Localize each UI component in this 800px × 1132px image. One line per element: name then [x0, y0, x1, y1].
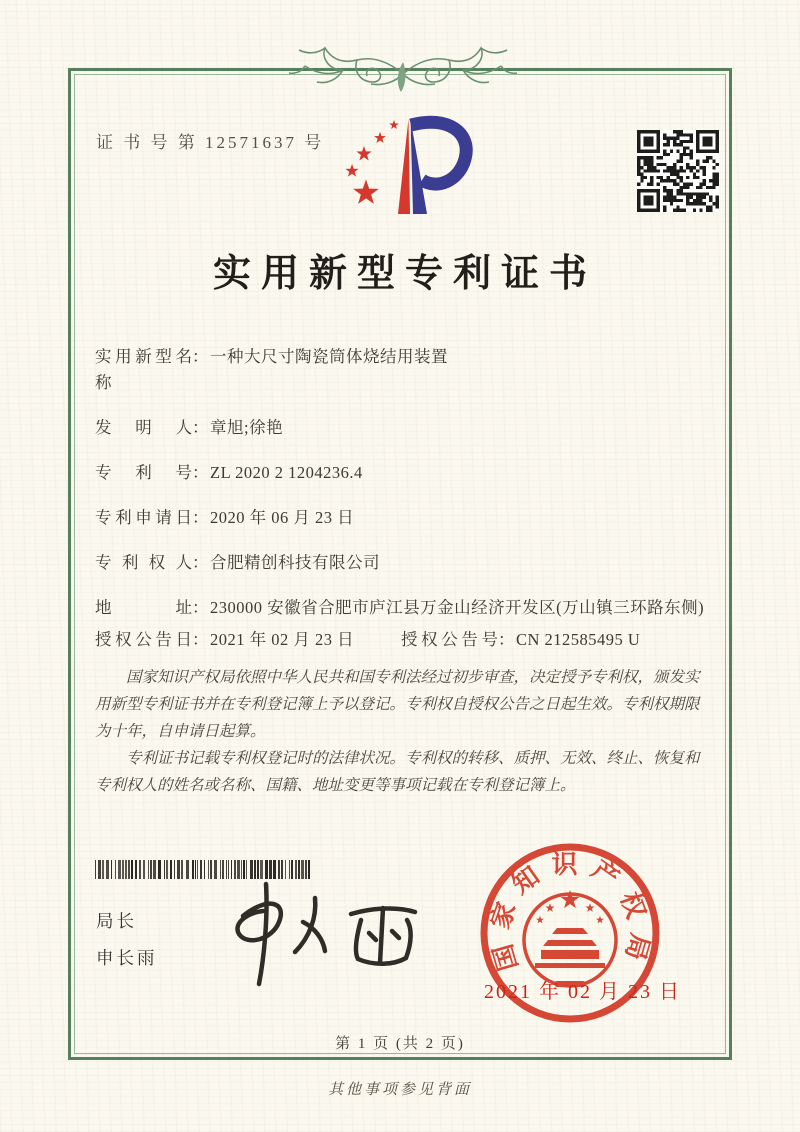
field-label: 发明人	[95, 418, 192, 437]
seal-text: 国家知识产权局	[485, 849, 655, 974]
field-label: 授权公告日	[95, 630, 192, 649]
field-list	[95, 344, 713, 672]
seal-date: 2021 年 02 月 23 日	[484, 981, 681, 1003]
field-label: 专利申请日	[95, 508, 192, 527]
cnipa-logo-icon	[336, 112, 476, 220]
field-grant-date: 授权公告日 ： 2021 年 02 月 23 日	[95, 627, 401, 653]
field-row-inventor: 发明人 ： 章旭;徐艳	[95, 415, 713, 441]
field-row-patent-no: 专利号 ： ZL 2020 2 1204236.4	[95, 460, 713, 486]
field-label: 实用新型名称	[95, 347, 192, 392]
officer-role-label: 局长	[96, 911, 137, 931]
field-label: 地址	[95, 598, 192, 617]
officer-signature	[213, 878, 428, 990]
back-side-note: 其他事项参见背面	[327, 1082, 472, 1098]
field-row-address: 地址 ： 230000 安徽省合肥市庐江县万金山经济开发区(万山镇三环路东侧)	[95, 595, 713, 621]
certificate-title: 实用新型专利证书	[212, 253, 597, 295]
officer-block	[96, 903, 158, 977]
qr-code	[637, 130, 719, 212]
field-value: 2021 年 02 月 23 日	[210, 630, 355, 649]
field-row-patentee: 专利权人 ： 合肥精创科技有限公司	[95, 550, 713, 576]
field-label: 授权公告号	[401, 630, 498, 649]
field-value: 230000 安徽省合肥市庐江县万金山经济开发区(万山镇三环路东侧)	[210, 598, 705, 617]
barcode	[95, 860, 313, 879]
legal-paragraph-2: 专利证书记载专利权登记时的法律状况。专利权的转移、质押、无效、终止、恢复和专利权人的姓名或名称、国籍、地址变更等事项记载在专利登记簿上。	[95, 750, 700, 794]
certificate-number: 证 书 号 第 12571637 号	[96, 133, 325, 152]
field-row-filing-date: 专利申请日 ： 2020 年 06 月 23 日	[95, 505, 713, 531]
field-grant-no: 授权公告号 ： CN 212585495 U	[401, 627, 640, 653]
field-row-name: 实用新型名称 ： 一种大尺寸陶瓷筒体烧结用装置	[95, 344, 713, 396]
field-value: 合肥精创科技有限公司	[210, 553, 380, 572]
logo-stars-icon	[345, 120, 398, 204]
field-value: ZL 2020 2 1204236.4	[210, 463, 363, 482]
legal-text	[95, 664, 713, 799]
page-number: 第 1 页 (共 2 页)	[335, 1036, 465, 1052]
field-label: 专利号	[95, 463, 192, 482]
field-value: CN 212585495 U	[516, 630, 641, 649]
national-emblem-icon	[524, 890, 616, 987]
officer-name: 申长雨	[96, 948, 158, 968]
field-value: 2020 年 06 月 23 日	[210, 508, 355, 527]
field-value: 一种大尺寸陶瓷筒体烧结用装置	[210, 347, 448, 366]
ornament-flourish-icon	[283, 40, 523, 106]
legal-paragraph-1: 国家知识产权局依照中华人民共和国专利法经过初步审查，决定授予专利权，颁发实用新型专利证书并在专利登记簿上予以登记。专利权自授权公告之日起生效。专利权期限为十年，自申请日起算。	[95, 669, 700, 740]
field-value: 章旭;徐艳	[210, 418, 284, 437]
field-label: 专利权人	[95, 553, 192, 572]
field-row-grant	[95, 627, 713, 653]
